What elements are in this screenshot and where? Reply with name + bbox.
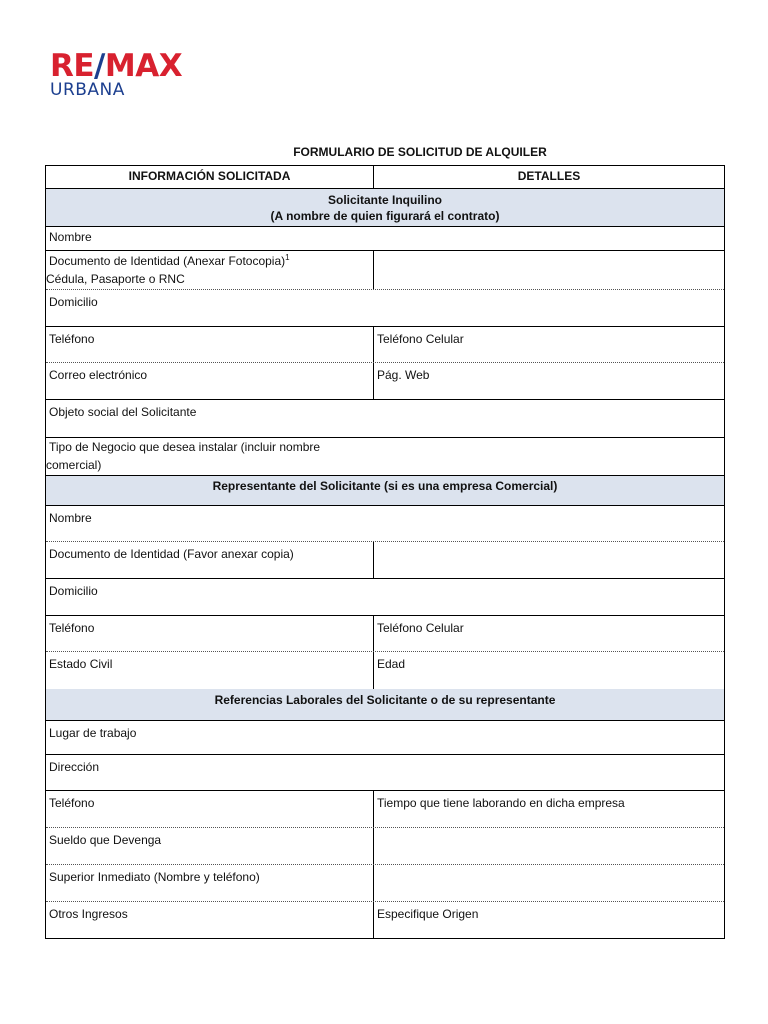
field-label-ref-telefono: Teléfono (46, 791, 374, 827)
section-employment-references-header (46, 689, 724, 720)
field-label-direccion: Dirección (49, 760, 100, 774)
header-details: DETALLES (517, 169, 581, 183)
field-row-tipo-negocio[interactable] (46, 437, 724, 475)
field-value-documento[interactable] (374, 251, 724, 289)
field-label-otros-ingresos: Otros Ingresos (46, 902, 374, 938)
field-label-sueldo: Sueldo que Devenga (46, 828, 374, 864)
remax-urbana-logo (50, 50, 200, 105)
field-label-rep-domicilio: Domicilio (49, 584, 98, 598)
field-row-documento[interactable] (46, 250, 724, 289)
field-label-tiempo-laborando: Tiempo que tiene laborando en dicha empresa (377, 796, 625, 810)
field-label-rep-telefono: Teléfono (46, 616, 374, 651)
field-label-domicilio: Domicilio (49, 295, 98, 309)
field-row-correo[interactable] (46, 362, 724, 399)
field-label-objeto-social: Objeto social del Solicitante (49, 405, 197, 419)
logo-subtitle: URBANA (50, 80, 125, 100)
section-title: Referencias Laborales del Solicitante o de su representante (214, 693, 556, 707)
field-label-tipo-negocio: Tipo de Negocio que desea instalar (incluir nombre comercial) (46, 440, 321, 472)
field-row-otros-ingresos[interactable] (46, 901, 724, 938)
field-label-telefono: Teléfono (46, 327, 374, 362)
field-label-pag-web: Pág. Web (377, 368, 430, 382)
field-row-sueldo[interactable] (46, 827, 724, 864)
field-row-rep-nombre[interactable] (46, 505, 724, 541)
field-row-superior[interactable] (46, 864, 724, 901)
section-subtitle: (A nombre de quien figurará el contrato) (270, 209, 500, 223)
field-label-estado-civil: Estado Civil (46, 652, 374, 689)
section-title: Solicitante Inquilino (328, 193, 442, 207)
field-label-lugar-trabajo: Lugar de trabajo (49, 726, 137, 740)
field-label-documento: Documento de Identidad (Anexar Fotocopia)$^1$ Cédula, Pasaporte o RNC (46, 251, 374, 289)
field-label-rep-telefono-celular: Teléfono Celular (377, 621, 464, 635)
field-row-lugar-trabajo[interactable] (46, 720, 724, 754)
section-representative-header (46, 475, 724, 505)
section-tenant-applicant-header (46, 188, 724, 226)
field-value-sueldo[interactable] (374, 828, 724, 864)
form-title: FORMULARIO DE SOLICITUD DE ALQUILER (293, 145, 547, 159)
rental-application-form (45, 165, 725, 939)
field-value-rep-documento[interactable] (374, 542, 724, 578)
field-label-correo: Correo electrónico (46, 363, 374, 399)
field-row-rep-documento[interactable] (46, 541, 724, 578)
field-label-superior: Superior Inmediato (Nombre y teléfono) (46, 865, 374, 901)
field-row-direccion[interactable] (46, 754, 724, 790)
field-row-rep-estado-civil[interactable] (46, 651, 724, 689)
field-row-objeto-social[interactable] (46, 399, 724, 437)
header-info-requested: INFORMACIÓN SOLICITADA (46, 166, 374, 188)
section-title: Representante del Solicitante (si es una empresa Comercial) (212, 479, 558, 493)
field-label-telefono-celular: Teléfono Celular (377, 332, 464, 346)
field-value-superior[interactable] (374, 865, 724, 901)
field-row-nombre[interactable] (46, 226, 724, 250)
field-label-nombre: Nombre (49, 230, 92, 244)
logo-wordmark: RE/MAX (50, 48, 183, 84)
field-label-rep-nombre: Nombre (49, 511, 92, 525)
field-row-ref-telefono[interactable] (46, 790, 724, 827)
field-row-telefono[interactable] (46, 326, 724, 362)
field-label-especifique-origen: Especifique Origen (377, 907, 479, 921)
field-row-rep-telefono[interactable] (46, 615, 724, 651)
field-label-rep-documento: Documento de Identidad (Favor anexar copia) (46, 542, 374, 578)
table-header-row (46, 166, 724, 188)
field-row-domicilio[interactable] (46, 289, 724, 326)
field-label-edad: Edad (377, 657, 406, 671)
field-row-rep-domicilio[interactable] (46, 578, 724, 615)
